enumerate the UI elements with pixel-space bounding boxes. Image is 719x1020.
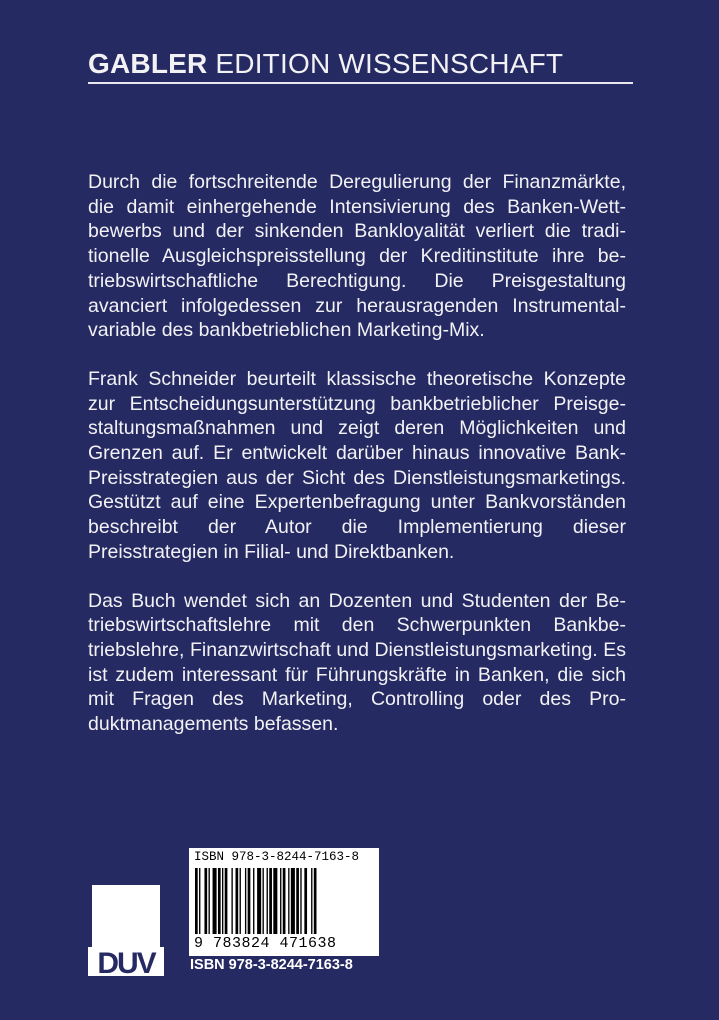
barcode-bar: [204, 868, 207, 934]
barcode-bar: [253, 868, 254, 934]
barcode-bar: [218, 868, 221, 934]
barcode-bar: [269, 868, 272, 934]
barcode-bar: [300, 868, 301, 934]
barcode-bar: [280, 868, 281, 934]
blurb-paragraph-1: Durch die fortschreitende Deregulierung der Finanzmärkte, die damit einhergehende Intensivierung des Banken-Wettbewerbs und der sinkenden Bankloyalität verliert die traditionelle Ausgleichspreisstellung der Kreditinstitute ihre betriebswirtschaftliche Berechtigung. Die Preisgestaltung avanciert infolgedessen zur herausragenden Instrumentalvariable des bankbetrieblichen Marketing-Mix.: [88, 171, 626, 342]
barcode-bar: [225, 868, 228, 934]
series-name: EDITION WISSENSCHAFT: [215, 48, 564, 79]
blurb-paragraph-3: Das Buch wendet sich an Dozenten und Studenten der Betriebswirtschaftslehre mit den Schwerpunkten Bankbetriebslehre, Finanzwirtschaft und Dienstleistungsmarketing. Es ist zudem interessant für Führungskräfte in Banken, die sich mit Fragen des Marketing, Controlling oder des Produktmanagements befassen.: [88, 589, 626, 736]
ean-digits: 9 783824 471638: [194, 935, 337, 952]
barcode-bar: [245, 868, 246, 934]
barcode-bar: [283, 868, 286, 934]
barcode-bar: [314, 868, 317, 934]
barcode-isbn-label: ISBN 978-3-8244-7163-8: [194, 850, 360, 864]
duv-logo: [88, 885, 168, 982]
barcode-bar: [288, 868, 289, 934]
isbn-number: ISBN 978-3-8244-7163-8: [190, 957, 353, 973]
barcode-bar: [248, 868, 251, 934]
barcode-bar: [267, 868, 268, 934]
barcode-bar: [296, 868, 299, 934]
barcode-bar: [236, 868, 239, 934]
header-rule: [88, 82, 633, 84]
barcode-bar: [311, 868, 312, 934]
barcode-bar: [263, 868, 264, 934]
blurb-paragraph-2: Frank Schneider beurteilt klassische theoretische Konzepte zur Entscheidungsunterstützung bankbetrieblicher Preisgestaltungsmaßnahmen und zeigt deren Möglichkeiten und Grenzen auf. Er entwickelt darüber hinaus innovative Bank-Preisstrategien aus der Sicht des Dienstleistungsmarketings. Gestützt auf eine Expertenbefragung unter Bankvorständen beschreibt der Autor die Implementierung dieser Preisstrategien in Filial- und Direktbanken.: [88, 367, 626, 563]
series-title: [88, 48, 563, 80]
ean-barcode: [195, 868, 373, 934]
barcode-bar: [213, 868, 217, 934]
barcode-bar: [231, 868, 232, 934]
barcode-box: [189, 848, 379, 956]
barcode-bar: [199, 868, 200, 934]
barcode-bar: [257, 868, 261, 934]
barcode-bar: [222, 868, 223, 934]
back-cover-blurb: [88, 170, 626, 761]
barcode-bar: [240, 868, 241, 934]
barcode-bar: [209, 868, 210, 934]
barcode-bar: [291, 868, 295, 934]
barcode-bar: [304, 868, 307, 934]
duv-logo-text: DUV: [97, 947, 155, 977]
barcode-bar: [273, 868, 277, 934]
publisher-brand: GABLER: [88, 48, 208, 79]
barcode-bar: [195, 868, 198, 934]
